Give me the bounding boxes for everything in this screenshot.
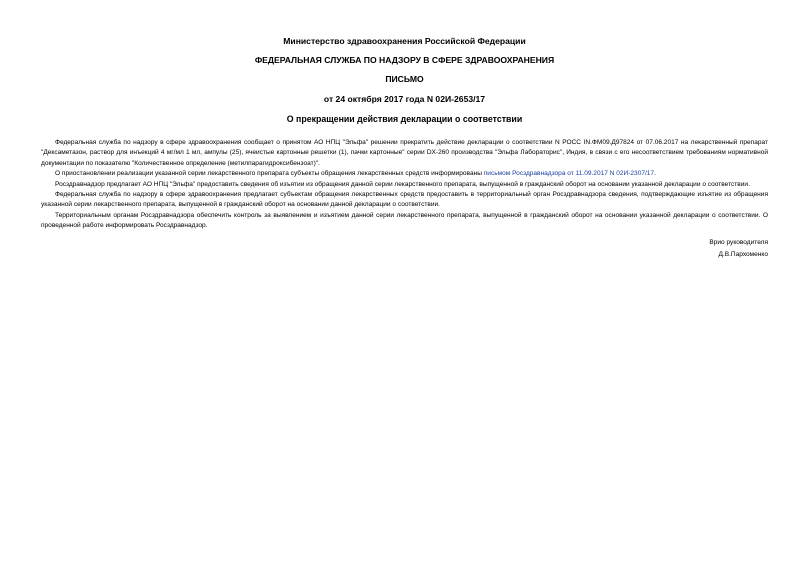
paragraph-2-text: О приостановлении реализации указанной серии лекарственного препарата субъекты обращения лекарственных средств информированы: [55, 170, 484, 178]
paragraph-1: Федеральная служба по надзору в сфере здравоохранения сообщает о принятом АО НПЦ "Эльфа" решении прекратить действие декларации о соответствии N РОСС IN.ФМ09.Д97824 от 07.06.2017 на лекарственный препарат "Дексаметазон, раствор для инъекций 4 мг/мл 1 мл, ампулы (25), ячеистые картонные решетки (1), пачки картонные" серии DX-260 производства "Эльфа Лабораторис", Индия, в связи с его несоответствием требованиям нормативной документации по показателю "Количественное определение (метилпарагидроксибензоат)".: [41, 139, 768, 167]
signatory-position: Врио руководителя: [709, 239, 768, 246]
service-title: ФЕДЕРАЛЬНАЯ СЛУЖБА ПО НАДЗОРУ В СФЕРЕ ЗДРАВООХРАНЕНИЯ: [254, 55, 555, 65]
paragraph-3: Росздравнадзор предлагает АО НПЦ "Эльфа" предоставить сведения об изъятии из обращения данной серии лекарственного препарата, выпущенной в гражданский оборот на основании указанной декларации о соответствии.: [55, 180, 750, 188]
ministry-title: Министерство здравоохранения Российской Федерации: [283, 36, 526, 46]
signature-block: [709, 237, 768, 261]
signatory-name: Д.В.Пархоменко: [718, 251, 768, 258]
paragraph-2: [41, 169, 768, 179]
document-body: [41, 138, 768, 232]
document-page: [41, 34, 768, 258]
document-type: ПИСЬМО: [385, 74, 424, 84]
paragraph-5: Территориальным органам Росздравнадзора обеспечить контроль за выявлением и изъятием данной серии лекарственного препарата, выпущенной в гражданский оборот на основании указанной декларации о соответствии. О проведенной работе информировать Росздравнадзор.: [41, 211, 768, 230]
document-subject: О прекращении действия декларации о соответствии: [286, 114, 523, 124]
paragraph-4: Федеральная служба по надзору в сфере здравоохранения предлагает субъектам обращения лекарственных средств предоставить в территориальный орган Росздравнадзора сведения, подтверждающие изъятие из обращения указанной серии лекарственного препарата, выпущенной в гражданский оборот на основании данной декларации о соответствии.: [41, 191, 768, 209]
document-date-number: от 24 октября 2017 года N 02И-2653/17: [323, 94, 486, 104]
reference-letter-link[interactable]: письмом Росздравнадзора от 11.09.2017 N 02И-2307/17: [483, 170, 655, 178]
paragraph-2-end: .: [654, 170, 656, 178]
